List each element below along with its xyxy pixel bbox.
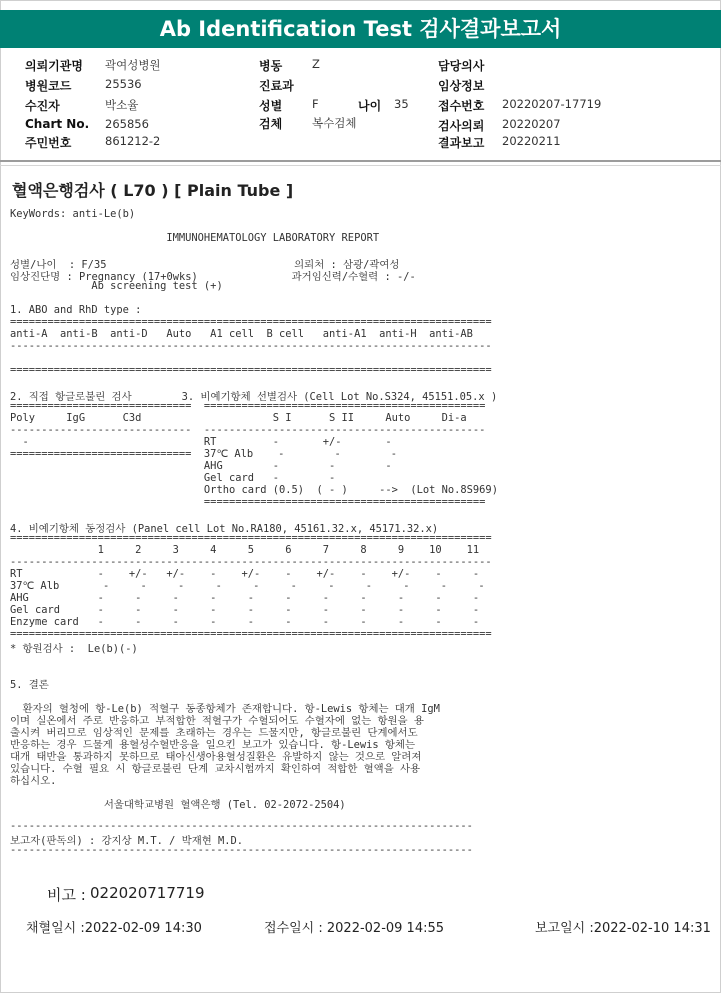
report-line: Poly IgG C3d S I S II Auto Di-a: [10, 412, 467, 424]
report-line: AHG - - -: [10, 460, 392, 472]
report-line: ----------------------------- ---------------------------------------------: [10, 424, 486, 436]
label-clinical-info: 임상정보: [438, 79, 485, 93]
label-resident-no: 주민번호: [25, 136, 72, 150]
value-chart-no: 265856: [105, 117, 149, 131]
report-line: Gel card - - - - - - - - - - -: [10, 604, 480, 616]
value-resident-no: 861212-2: [105, 134, 161, 148]
report-line: 성별/나이 : F/35 의뢰처 : 삼광/곽여성: [10, 259, 400, 271]
report-line: 임상진단명 : Pregnancy (17+0wks) 과거임신력/수혈력 : -/-: [10, 271, 416, 283]
report-line: 2. 직접 항글로불린 검사 3. 비예기항체 선별검사 (Cell Lot No.S324, 45151.05.x ): [10, 391, 498, 403]
report-line: 환자의 혈청에 항-Le(b) 적혈구 동종항체가 존재합니다. 항-Lewis 항체는 대개 IgM: [10, 703, 440, 715]
report-line: ============================= =============================================: [10, 400, 486, 412]
value-report-date: 20220211: [502, 134, 561, 148]
label-patient: 수진자: [25, 99, 60, 113]
report-line: 대개 태반을 통과하지 못하므로 태아신생아용혈성질환은 유발하지 않는 것으로 알려져: [10, 751, 422, 763]
value-receipt-no: 20220207-17719: [502, 97, 602, 111]
report-line: 반응하는 경우 드물게 용혈성수혈반응을 일으킨 보고가 있습니다. 항-Lewis 항체는: [10, 739, 415, 751]
report-line: =============================================================================: [10, 532, 492, 544]
label-age: 나이: [358, 99, 382, 113]
receive-datetime: 접수일시 : 2022-02-09 14:55: [264, 921, 445, 936]
label-receipt-no: 접수번호: [438, 99, 485, 113]
label-doctor: 담당의사: [438, 59, 485, 73]
value-age: 35: [394, 97, 409, 111]
report-line: AHG - - - - - - - - - - -: [10, 592, 480, 604]
report-line: -----------------------------------------------------------------------------: [10, 340, 492, 352]
value-institution: 곽여성병원: [105, 58, 161, 72]
report-line: --------------------------------------------------------------------------: [10, 820, 473, 832]
report-datetime: 보고일시 :2022-02-10 14:31: [535, 921, 711, 936]
report-line: 이며 실온에서 주로 반응하고 부적합한 적혈구가 수혈되어도 수혈자에 없는 항원을 용: [10, 715, 424, 727]
note-label: 비고 :: [47, 886, 91, 904]
report-line: Ab screening test (+): [10, 280, 223, 292]
report-line: --------------------------------------------------------------------------: [10, 844, 473, 856]
report-line: - RT - +/- -: [10, 436, 392, 448]
report-line: 1 2 3 4 5 6 7 8 9 10 11: [10, 544, 480, 556]
report-line: RT - +/- +/- - +/- - +/- - +/- - -: [10, 568, 480, 580]
label-institution: 의뢰기관명: [25, 59, 83, 73]
header-separator: [0, 160, 721, 162]
label-department: 진료과: [259, 79, 294, 93]
report-line: =============================================================================: [10, 364, 492, 376]
report-line: 5. 결론: [10, 679, 49, 691]
report-line: 출시켜 버리므로 임상적인 문제를 초래하는 경우는 드물지만, 항글로불린 단계에서도: [10, 727, 418, 739]
report-line: 4. 비예기항체 동정검사 (Panel cell Lot No.RA180, 45161.32.x, 45171.32.x): [10, 523, 439, 535]
report-line: 보고자(판독의) : 강지상 M.T. / 박재현 M.D.: [10, 835, 244, 847]
report-line: Enzyme card - - - - - - - - - - -: [10, 616, 480, 628]
report-line: Gel card - -: [10, 472, 336, 484]
label-chart-no: Chart No.: [25, 117, 90, 131]
report-line: 서울대학교병원 혈액은행 (Tel. 02-2072-2504): [10, 799, 346, 811]
report-line: =============================================================================: [10, 628, 492, 640]
report-line: 있습니다. 수혈 필요 시 항글로불린 단계 교차시험까지 확인하여 적합한 혈액을 사용: [10, 763, 421, 775]
value-ward: Z: [312, 57, 320, 71]
label-specimen: 검체: [259, 117, 283, 131]
report-line: =============================================================================: [10, 316, 492, 328]
report-line: 1. ABO and RhD type :: [10, 304, 142, 316]
label-hospital-code: 병원코드: [25, 79, 72, 93]
report-line: anti-A anti-B anti-D Auto A1 cell B cell anti-A1 anti-H anti-AB: [10, 328, 473, 340]
value-hospital-code: 25536: [105, 77, 142, 91]
label-ward: 병동: [259, 59, 283, 73]
header-separator-shadow: [0, 165, 721, 166]
report-line: Ortho card (0.5) ( - ) --> (Lot No.8S969): [10, 484, 498, 496]
value-specimen: 복수검체: [312, 116, 357, 130]
report-title: Ab Identification Test 검사결과보고서: [159, 17, 562, 41]
report-line: -----------------------------------------------------------------------------: [10, 556, 492, 568]
report-line: * 항원검사 : Le(b)(-): [10, 643, 138, 655]
report-line: ============================= 37℃ Alb - - -: [10, 448, 398, 460]
label-report-date: 결과보고: [438, 136, 485, 150]
section-title: 혈액은행검사 ( L70 ) [ Plain Tube ]: [12, 181, 294, 200]
collect-datetime: 채혈일시 :2022-02-09 14:30: [26, 921, 202, 936]
report-line: 하십시오.: [10, 775, 57, 787]
value-patient: 박소율: [105, 98, 139, 112]
report-line: 37℃ Alb - - - - - - - - - - -: [10, 580, 485, 592]
value-sex: F: [312, 97, 319, 111]
label-request-date: 검사의뢰: [438, 119, 485, 133]
report-line: KeyWords: anti-Le(b): [10, 208, 136, 220]
label-sex: 성별: [259, 99, 283, 113]
note-value: 022020717719: [90, 884, 205, 902]
report-line: =============================================: [10, 496, 486, 508]
report-line: IMMUNOHEMATOLOGY LABORATORY REPORT: [10, 232, 380, 244]
value-request-date: 20220207: [502, 117, 561, 131]
